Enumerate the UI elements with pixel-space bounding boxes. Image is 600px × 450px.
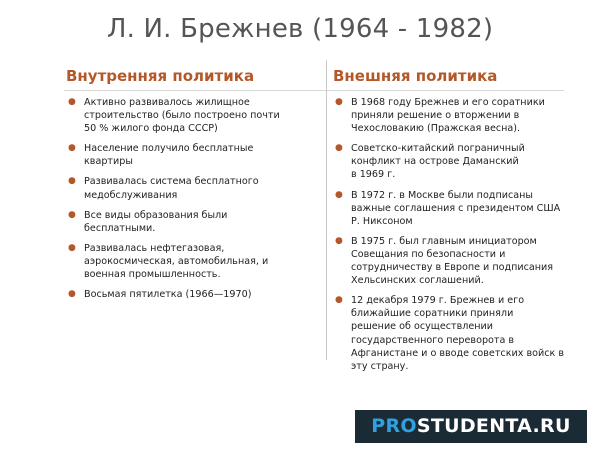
logo-text-rest: STUDENTA.RU xyxy=(416,415,571,437)
bullet-icon: ● xyxy=(68,143,76,154)
list-item xyxy=(66,242,288,281)
domestic-policy-heading: Внутренняя политика xyxy=(66,67,255,85)
list-item-text: Активно развивалось жилищное строительство (было построено почти 50 % жилого фонда СССР) xyxy=(84,97,280,135)
bullet-icon: ● xyxy=(335,189,343,200)
list-item-text: В 1975 г. был главным инициатором Совещания по безопасности и сотрудничеству в Европе и подписания Хельсинских соглашений. xyxy=(351,235,554,287)
header-divider xyxy=(64,90,564,91)
list-item xyxy=(66,209,288,235)
logo-text-pro: PRO xyxy=(371,415,417,437)
bullet-icon: ● xyxy=(335,235,343,246)
foreign-policy-heading: Внешняя политика xyxy=(333,67,498,85)
list-item xyxy=(66,96,288,135)
list-item xyxy=(333,294,571,373)
list-item-text: Советско-китайский пограничный конфликт на острове Даманский в 1969 г. xyxy=(351,143,525,181)
list-item-text: Развивалась нефтегазовая, аэрокосмическая, автомобильная, и военная промышленность. xyxy=(84,242,269,281)
list-item xyxy=(333,235,571,287)
list-item xyxy=(66,142,288,168)
list-item-text: В 1968 году Брежнев и его соратники приняли решение о вторжении в Чехословакию (Пражская весна). xyxy=(351,97,545,135)
domestic-policy-list xyxy=(66,96,288,308)
page-title: Л. И. Брежнев (1964 - 1982) xyxy=(106,14,494,44)
bullet-icon: ● xyxy=(68,242,76,253)
list-item-text: Население получило бесплатные квартиры xyxy=(84,143,254,168)
bullet-icon: ● xyxy=(68,209,76,220)
list-item-text: 12 декабря 1979 г. Брежнев и его ближайшие соратники приняли решение об осуществлении государственного переворота в Афганистане и о вводе советских войск в эту страну. xyxy=(351,295,564,372)
list-item-text: Восьмая пятилетка (1966—1970) xyxy=(84,289,252,301)
list-item xyxy=(333,96,571,135)
bullet-icon: ● xyxy=(335,295,343,306)
site-logo[interactable] xyxy=(355,410,587,443)
bullet-icon: ● xyxy=(68,97,76,107)
list-item xyxy=(333,142,571,181)
bullet-icon: ● xyxy=(68,289,76,300)
list-item-text: В 1972 г. в Москве были подписаны важные соглашения с президентом США Р. Никсоном xyxy=(351,189,561,227)
bullet-icon: ● xyxy=(335,97,343,107)
list-item xyxy=(333,189,571,228)
column-divider xyxy=(326,60,327,360)
foreign-policy-list xyxy=(333,96,571,380)
bullet-icon: ● xyxy=(68,176,76,187)
list-item xyxy=(66,175,288,201)
list-item xyxy=(66,288,288,301)
list-item-text: Развивалась система бесплатного медобслуживания xyxy=(84,176,259,201)
list-item-text: Все виды образования были бесплатными. xyxy=(84,209,228,234)
bullet-icon: ● xyxy=(335,143,343,154)
